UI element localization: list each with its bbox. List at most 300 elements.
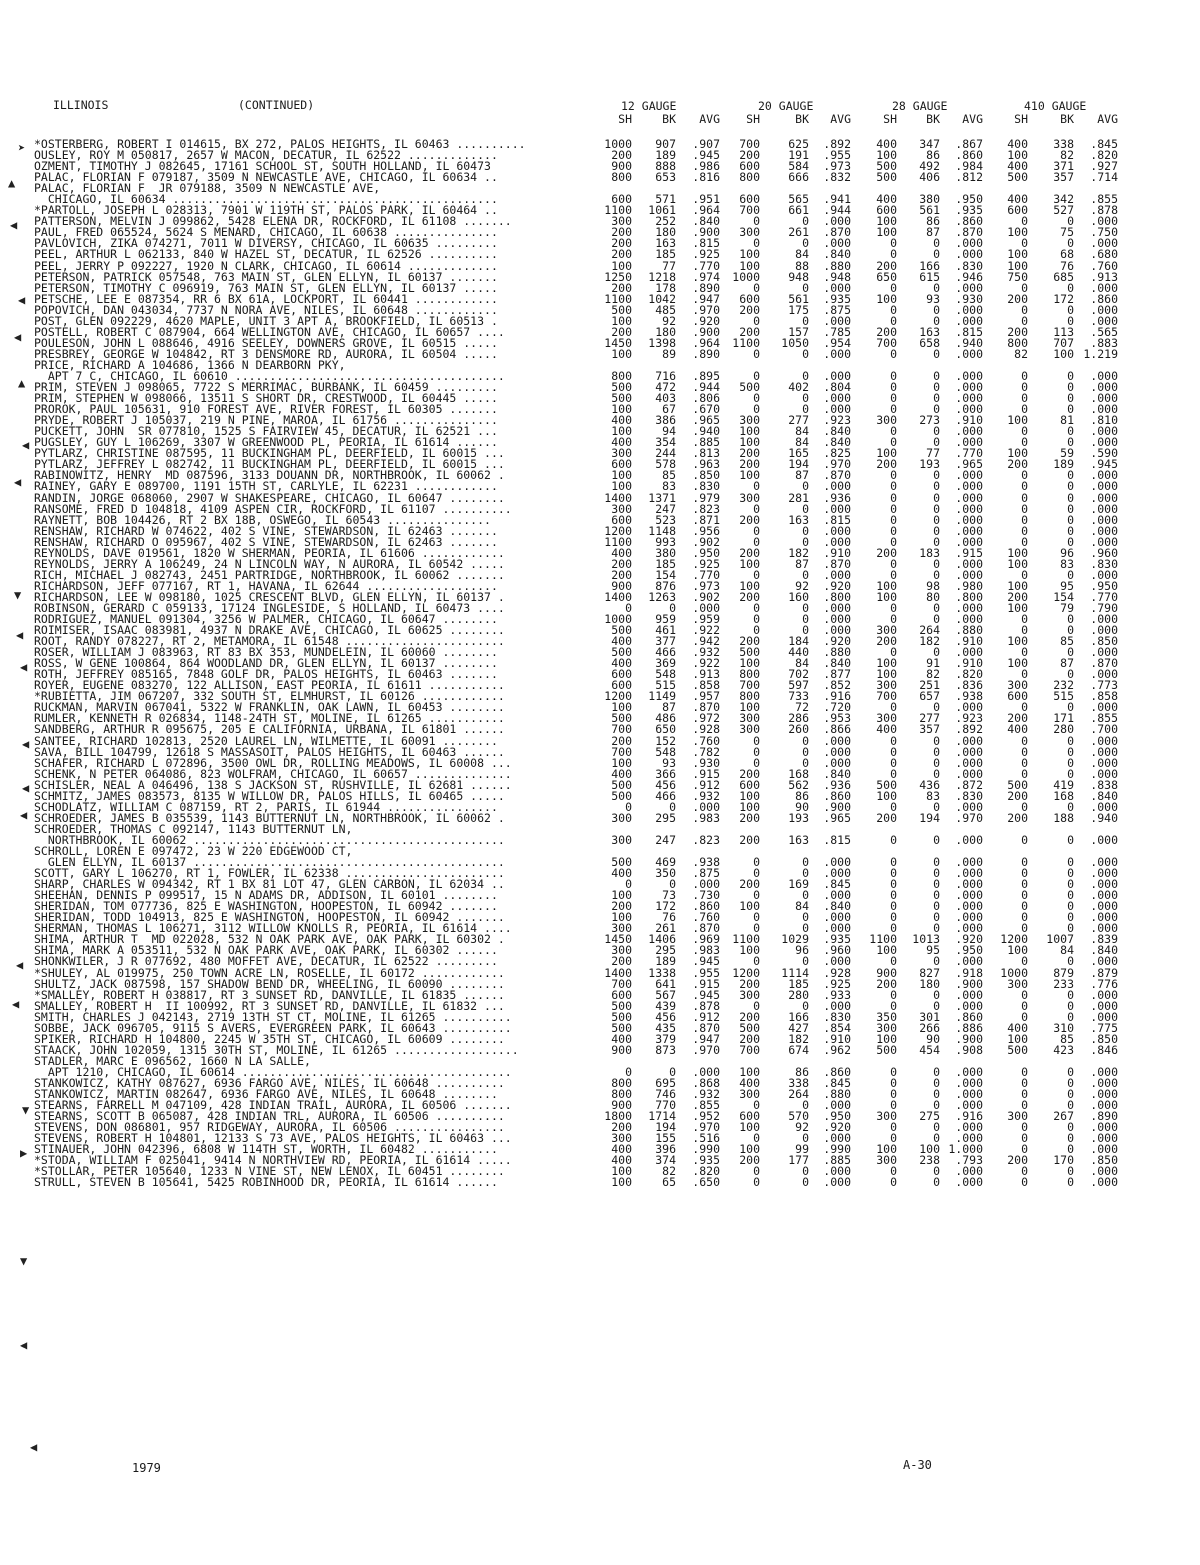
score-cell: .823 xyxy=(692,832,720,847)
score-cell: .000 xyxy=(1090,1009,1118,1024)
score-cell: 185 xyxy=(655,247,676,262)
score-cell: .868 xyxy=(692,1075,720,1090)
shooter-name-address: SHEEHAN, DENNIS P 099517, 15 N ADAMS DR, ADDISON, IL 60101 ........ xyxy=(34,890,498,902)
score-cell: 99 xyxy=(795,1142,809,1157)
score-cell: .000 xyxy=(823,523,851,538)
score-cell: 193 xyxy=(788,810,809,825)
score-cell: .000 xyxy=(955,468,983,483)
score-cell: 152 xyxy=(655,733,676,748)
score-cell: .872 xyxy=(955,777,983,792)
shooter-name-address: SCHMITZ, JAMES 083573, 8135 W WILLOW DR, PALOS HILLS, IL 60465 ..... xyxy=(34,790,505,802)
score-cell: 0 xyxy=(1021,899,1028,914)
score-cell: 0 xyxy=(802,346,809,361)
score-cell: 0 xyxy=(933,523,940,538)
score-cell: 0 xyxy=(753,214,760,229)
score-cell: 0 xyxy=(1067,313,1074,328)
score-cell: 0 xyxy=(933,501,940,516)
score-cell: 661 xyxy=(788,203,809,218)
score-cell: 500 xyxy=(611,380,632,395)
score-cell: 1263 xyxy=(648,589,676,604)
score-cell: 650 xyxy=(655,722,676,737)
score-cell: .965 xyxy=(692,413,720,428)
score-cell: 182 xyxy=(788,545,809,560)
score-cell: .890 xyxy=(692,346,720,361)
score-cell: .000 xyxy=(823,402,851,417)
score-cell: 0 xyxy=(669,877,676,892)
score-cell: 0 xyxy=(890,313,897,328)
score-cell: 400 xyxy=(1007,192,1028,207)
score-cell: 0 xyxy=(1067,302,1074,317)
score-cell: .928 xyxy=(692,722,720,737)
score-cell: 379 xyxy=(655,1031,676,1046)
score-cell: 0 xyxy=(933,832,940,847)
score-cell: 73 xyxy=(662,888,676,903)
score-cell: 879 xyxy=(1053,965,1074,980)
score-cell: .830 xyxy=(823,1009,851,1024)
score-cell: .860 xyxy=(823,788,851,803)
score-cell: .936 xyxy=(823,490,851,505)
score-cell: 1200 xyxy=(1000,932,1028,947)
shooter-name-address: PEEL, ARTHUR L 062133, 840 W HAZEL ST, DECATUR, IL 62526 .......... xyxy=(34,249,498,261)
score-cell: 247 xyxy=(655,832,676,847)
margin-mark: ▼ xyxy=(20,1254,28,1268)
score-cell: 200 xyxy=(611,899,632,914)
score-cell: 100 xyxy=(611,346,632,361)
score-cell: 232 xyxy=(1053,678,1074,693)
shooter-name-address: PETERSON, TIMOTHY C 096919, 763 MAIN ST, GLEN ELLYN, IL 60137 ..... xyxy=(34,282,498,294)
score-cell: 400 xyxy=(1007,722,1028,737)
score-cell: .000 xyxy=(823,368,851,383)
score-cell: 685 xyxy=(1053,269,1074,284)
score-cell: 0 xyxy=(802,501,809,516)
score-cell: 578 xyxy=(655,457,676,472)
column-header: BK xyxy=(926,112,940,126)
score-cell: 439 xyxy=(655,998,676,1013)
score-cell: 189 xyxy=(1053,457,1074,472)
score-cell: 168 xyxy=(788,766,809,781)
score-cell: 100 xyxy=(1053,346,1074,361)
score-cell: .950 xyxy=(1090,578,1118,593)
score-cell: .776 xyxy=(1090,976,1118,991)
shooter-name-address: SCHROEDER, JAMES B 035539, 1143 BUTTERNUT LN, NORTHBROOK, IL 60062 . xyxy=(34,812,505,824)
score-cell: 0 xyxy=(1021,954,1028,969)
score-cell: 0 xyxy=(933,998,940,1013)
score-cell: .866 xyxy=(823,722,851,737)
score-cell: .000 xyxy=(955,236,983,251)
score-cell: 0 xyxy=(890,236,897,251)
score-cell: 100 xyxy=(739,424,760,439)
shooter-name-address: RANSOME, FRED D 104818, 4109 ASPEN CIR, ROCKFORD, IL 61107 .......... xyxy=(34,503,512,515)
score-cell: 400 xyxy=(611,866,632,881)
score-cell: .000 xyxy=(955,1087,983,1102)
score-cell: .910 xyxy=(955,634,983,649)
score-cell: 396 xyxy=(655,1142,676,1157)
score-cell: 0 xyxy=(1067,799,1074,814)
score-cell: 76 xyxy=(1060,258,1074,273)
score-cell: 500 xyxy=(611,855,632,870)
score-cell: 400 xyxy=(611,766,632,781)
score-cell: .935 xyxy=(823,291,851,306)
shooter-name-address: *PARTOLL, JOSEPH L 028313, 7901 W 119TH ST, PALOS PARK, IL 60464 .. xyxy=(34,205,498,217)
score-cell: 200 xyxy=(739,877,760,892)
shooter-name-address: REYNOLDS, JERRY A 106249, 24 N LINCOLN WAY, N AURORA, IL 60542 ..... xyxy=(34,558,505,570)
score-cell: 0 xyxy=(802,391,809,406)
margin-mark: ◀ xyxy=(12,997,20,1011)
score-cell: .964 xyxy=(692,335,720,350)
score-cell: 0 xyxy=(1067,380,1074,395)
score-cell: .000 xyxy=(692,600,720,615)
score-cell: .000 xyxy=(955,402,983,417)
score-cell: .858 xyxy=(1090,689,1118,704)
score-cell: 0 xyxy=(753,888,760,903)
score-cell: 275 xyxy=(919,1109,940,1124)
score-cell: .860 xyxy=(1090,291,1118,306)
score-cell: 1400 xyxy=(604,490,632,505)
score-cell: .800 xyxy=(823,589,851,604)
score-cell: .000 xyxy=(955,567,983,582)
score-cell: .928 xyxy=(823,965,851,980)
score-cell: 0 xyxy=(753,910,760,925)
score-cell: .877 xyxy=(823,667,851,682)
score-cell: .760 xyxy=(692,733,720,748)
score-cell: 0 xyxy=(1067,877,1074,892)
score-cell: .000 xyxy=(955,866,983,881)
score-cell: 0 xyxy=(802,479,809,494)
score-cell: 300 xyxy=(876,623,897,638)
score-cell: 600 xyxy=(876,203,897,218)
score-cell: 100 xyxy=(1007,545,1028,560)
score-cell: 400 xyxy=(611,545,632,560)
score-cell: 264 xyxy=(788,1087,809,1102)
score-cell: 0 xyxy=(1067,954,1074,969)
score-cell: 900 xyxy=(611,1042,632,1057)
score-cell: 400 xyxy=(1007,1020,1028,1035)
score-cell: 653 xyxy=(655,170,676,185)
score-cell: .840 xyxy=(823,435,851,450)
score-cell: 0 xyxy=(1021,368,1028,383)
score-cell: .000 xyxy=(955,523,983,538)
score-cell: .942 xyxy=(692,634,720,649)
score-cell: .915 xyxy=(692,766,720,781)
score-cell: 200 xyxy=(1007,1153,1028,1168)
score-cell: .000 xyxy=(1090,832,1118,847)
column-header: SH xyxy=(883,112,897,126)
score-cell: 0 xyxy=(1021,667,1028,682)
score-cell: 200 xyxy=(611,225,632,240)
score-cell: 84 xyxy=(795,656,809,671)
score-cell: 0 xyxy=(890,391,897,406)
score-cell: .000 xyxy=(955,700,983,715)
score-cell: 600 xyxy=(739,291,760,306)
score-cell: 907 xyxy=(655,137,676,151)
score-cell: .932 xyxy=(692,645,720,660)
shooter-name-address: RABINOWITZ, HENRY MD 087596, 3133 DOUANN DR, NORTHBROOK, IL 60062 . xyxy=(34,470,505,482)
score-cell: 0 xyxy=(753,733,760,748)
score-cell: 266 xyxy=(919,1020,940,1035)
score-cell: .969 xyxy=(692,932,720,947)
score-cell: 0 xyxy=(890,987,897,1002)
score-cell: .890 xyxy=(692,280,720,295)
score-cell: 0 xyxy=(890,512,897,527)
score-cell: .823 xyxy=(692,501,720,516)
score-cell: .916 xyxy=(955,1109,983,1124)
score-cell: .846 xyxy=(1090,1042,1118,1057)
score-cell: 163 xyxy=(655,236,676,251)
score-cell: 561 xyxy=(919,203,940,218)
score-cell: 100 xyxy=(739,1142,760,1157)
score-cell: 200 xyxy=(739,148,760,163)
shooter-row xyxy=(34,810,1134,825)
score-cell: 0 xyxy=(1067,1142,1074,1157)
score-cell: 300 xyxy=(739,987,760,1002)
score-cell: 461 xyxy=(655,623,676,638)
score-cell: 948 xyxy=(788,269,809,284)
score-cell: .932 xyxy=(692,1087,720,1102)
score-cell: 185 xyxy=(788,976,809,991)
shooter-name-address: ROYER, EUGENE 083270, 122 ALLISON, EAST PEORIA, IL 61611 ........... xyxy=(34,680,505,692)
score-cell: 300 xyxy=(739,413,760,428)
score-cell: 827 xyxy=(919,965,940,980)
score-cell: 200 xyxy=(1007,324,1028,339)
score-cell: 0 xyxy=(890,866,897,881)
score-cell: 0 xyxy=(753,501,760,516)
score-cell: .516 xyxy=(692,1131,720,1146)
score-cell: 0 xyxy=(802,1175,809,1190)
score-cell: 100 xyxy=(876,225,897,240)
score-cell: 100 xyxy=(739,943,760,958)
score-cell: 180 xyxy=(655,324,676,339)
shooter-name-address: SANDBERG, ARTHUR R 095675, 205 E CALIFORNIA, URBANA, IL 61801 ...... xyxy=(34,724,505,736)
score-cell: .880 xyxy=(823,258,851,273)
score-cell: .000 xyxy=(955,954,983,969)
score-cell: 84 xyxy=(795,247,809,262)
score-cell: 0 xyxy=(753,921,760,936)
page-year: 1979 xyxy=(132,1461,161,1475)
score-cell: 100 xyxy=(876,148,897,163)
shooter-row xyxy=(34,1177,1134,1188)
score-cell: .000 xyxy=(955,380,983,395)
score-cell: .920 xyxy=(823,1120,851,1135)
gauge-410-heading: 410 GAUGE xyxy=(1024,99,1087,113)
score-cell: .000 xyxy=(955,910,983,925)
score-cell: .959 xyxy=(692,612,720,627)
score-cell: 0 xyxy=(753,236,760,251)
column-header: BK xyxy=(795,112,809,126)
score-cell: 371 xyxy=(1053,159,1074,174)
score-cell: .000 xyxy=(1090,380,1118,395)
score-cell: 77 xyxy=(662,258,676,273)
score-cell: 1050 xyxy=(781,335,809,350)
score-cell: 0 xyxy=(753,479,760,494)
score-cell: 81 xyxy=(1060,413,1074,428)
score-cell: .918 xyxy=(955,965,983,980)
score-cell: 0 xyxy=(753,998,760,1013)
score-cell: 0 xyxy=(753,623,760,638)
score-cell: .938 xyxy=(692,855,720,870)
margin-mark: ◀ xyxy=(22,781,30,795)
score-cell: 0 xyxy=(802,888,809,903)
score-cell: .770 xyxy=(692,567,720,582)
score-cell: 200 xyxy=(876,810,897,825)
score-cell: .000 xyxy=(955,755,983,770)
score-cell: 100 xyxy=(739,578,760,593)
score-cell: .590 xyxy=(1090,446,1118,461)
score-cell: 0 xyxy=(802,402,809,417)
shooter-name-address: SHERMAN, THOMAS L 106271, 3112 WILLOW KNOLLS R, PEORIA, IL 61614 .... xyxy=(34,923,512,935)
score-cell: 657 xyxy=(919,689,940,704)
score-cell: 380 xyxy=(655,545,676,560)
shooter-name-address: SHIMA, ARTHUR T MD 022028, 532 N OAK PARK AVE, OAK PARK, IL 60302 . xyxy=(34,934,505,946)
shooter-name-address: OZMENT, TIMOTHY J 082645, 17161 SCHOOL ST, SOUTH HOLLAND, IL 60473 xyxy=(34,161,491,173)
score-cell: 0 xyxy=(1067,766,1074,781)
score-cell: .970 xyxy=(692,1042,720,1057)
shooter-name-address: REYNOLDS, DAVE 019561, 1820 W SHERMAN, PEORIA, IL 61606 ............ xyxy=(34,547,505,559)
score-cell: .950 xyxy=(692,545,720,560)
shooter-name-address: SOBBE, JACK 096705, 9115 S AVERS, EVERGREEN PARK, IL 60643 .......... xyxy=(34,1022,512,1034)
score-cell: .920 xyxy=(692,313,720,328)
score-cell: .955 xyxy=(692,965,720,980)
score-cell: .565 xyxy=(1090,324,1118,339)
score-cell: 0 xyxy=(890,523,897,538)
score-cell: 200 xyxy=(739,976,760,991)
score-cell: .973 xyxy=(692,578,720,593)
shooter-name-address: ROSS, W GENE 100864, 864 WOODLAND DR, GLEN ELLYN, IL 60137 ........ xyxy=(34,658,498,670)
score-cell: 700 xyxy=(876,689,897,704)
score-cell: 600 xyxy=(1007,203,1028,218)
margin-mark: ▲ xyxy=(18,376,26,390)
score-cell: 900 xyxy=(611,1098,632,1113)
score-cell: 100 xyxy=(611,468,632,483)
score-cell: .670 xyxy=(692,402,720,417)
margin-mark: ◀ xyxy=(16,958,24,972)
score-cell: .838 xyxy=(1090,777,1118,792)
score-cell: 472 xyxy=(655,380,676,395)
score-cell: .900 xyxy=(955,976,983,991)
score-cell: .000 xyxy=(823,623,851,638)
score-cell: 0 xyxy=(802,998,809,1013)
score-cell: .650 xyxy=(692,1175,720,1190)
margin-mark: ◀ xyxy=(10,218,18,232)
score-cell: 194 xyxy=(788,457,809,472)
score-cell: 456 xyxy=(655,777,676,792)
score-cell: .000 xyxy=(823,1164,851,1179)
score-cell: .935 xyxy=(955,203,983,218)
score-cell: .983 xyxy=(692,810,720,825)
score-cell: .915 xyxy=(692,976,720,991)
score-cell: .000 xyxy=(1090,313,1118,328)
score-cell: 0 xyxy=(890,501,897,516)
score-cell: .000 xyxy=(692,799,720,814)
score-cell: .984 xyxy=(955,159,983,174)
score-cell: 400 xyxy=(739,1075,760,1090)
score-cell: 666 xyxy=(788,170,809,185)
score-cell: 92 xyxy=(662,313,676,328)
score-cell: .000 xyxy=(955,368,983,383)
score-cell: 0 xyxy=(802,214,809,229)
score-cell: 286 xyxy=(788,711,809,726)
score-cell: 0 xyxy=(1067,667,1074,682)
score-cell: 0 xyxy=(890,556,897,571)
score-cell: 400 xyxy=(876,722,897,737)
score-cell: .840 xyxy=(1090,943,1118,958)
score-cell: .000 xyxy=(955,490,983,505)
score-cell: 0 xyxy=(933,1075,940,1090)
shooter-name-address: OUSLEY, ROY M 050817, 2657 W MACON, DECATUR, IL 62522 ............. xyxy=(34,150,498,162)
score-cell: 746 xyxy=(655,1087,676,1102)
score-cell: 0 xyxy=(753,402,760,417)
score-cell: .945 xyxy=(692,954,720,969)
shooter-name-address: STRULL, STEVEN B 105641, 5425 ROBINHOOD DR, PEORIA, IL 61614 ...... xyxy=(34,1177,498,1189)
score-cell: 200 xyxy=(739,589,760,604)
score-cell: 193 xyxy=(919,457,940,472)
score-cell: .820 xyxy=(1090,148,1118,163)
score-cell: 0 xyxy=(802,733,809,748)
score-cell: 702 xyxy=(788,667,809,682)
score-cell: 350 xyxy=(876,1009,897,1024)
shooter-name-address: STEARNS, SCOTT B 065087, 428 INDIAN TRL, AURORA, IL 60506 .......... xyxy=(34,1111,505,1123)
score-cell: 695 xyxy=(655,1075,676,1090)
score-cell: .000 xyxy=(823,755,851,770)
score-cell: 0 xyxy=(802,1164,809,1179)
score-cell: 570 xyxy=(788,1109,809,1124)
score-cell: .000 xyxy=(1090,700,1118,715)
margin-mark: ▲ xyxy=(8,176,16,190)
score-cell: 0 xyxy=(933,700,940,715)
score-cell: 0 xyxy=(890,490,897,505)
score-cell: 0 xyxy=(1021,512,1028,527)
score-cell: 0 xyxy=(802,866,809,881)
score-cell: .000 xyxy=(1090,855,1118,870)
score-cell: 0 xyxy=(933,1120,940,1135)
score-cell: 100 xyxy=(739,788,760,803)
score-cell: 0 xyxy=(1021,987,1028,1002)
score-cell: .000 xyxy=(1090,921,1118,936)
score-cell: 600 xyxy=(611,667,632,682)
score-cell: .813 xyxy=(692,446,720,461)
score-cell: 100 xyxy=(1007,247,1028,262)
score-cell: .830 xyxy=(955,788,983,803)
score-cell: 170 xyxy=(1053,1153,1074,1168)
score-cell: 0 xyxy=(890,302,897,317)
score-cell: 100 xyxy=(739,556,760,571)
score-cell: 876 xyxy=(655,578,676,593)
shooter-name-address: SCHROEDER, THOMAS C 092147, 1143 BUTTERNUT LN, xyxy=(34,823,353,835)
score-cell: 800 xyxy=(611,368,632,383)
score-cell: .000 xyxy=(823,998,851,1013)
score-cell: .845 xyxy=(1090,137,1118,151)
shooter-name-address: SMITH, CHARLES J 042143, 2719 13TH ST CT, MOLINE, IL 61265 .......... xyxy=(34,1011,512,1023)
score-cell: 400 xyxy=(876,137,897,151)
score-cell: 82 xyxy=(1060,148,1074,163)
score-cell: .927 xyxy=(1090,159,1118,174)
score-cell: 873 xyxy=(655,1042,676,1057)
score-cell: 0 xyxy=(933,402,940,417)
score-cell: 82 xyxy=(662,1164,676,1179)
score-cell: 188 xyxy=(1053,810,1074,825)
score-cell: 1800 xyxy=(604,1109,632,1124)
score-cell: 0 xyxy=(890,600,897,615)
shooter-name-address: PYTLARZ, CHRISTINE 087595, 11 BUCKINGHAM PL, DEERFIELD, IL 60015 ... xyxy=(34,448,505,460)
score-cell: 0 xyxy=(1067,1120,1074,1135)
score-cell: .900 xyxy=(692,225,720,240)
score-cell: 100 xyxy=(611,1164,632,1179)
score-cell: .000 xyxy=(1090,479,1118,494)
score-cell: 300 xyxy=(611,501,632,516)
score-cell: 67 xyxy=(662,402,676,417)
score-cell: 90 xyxy=(795,799,809,814)
score-cell: 548 xyxy=(655,744,676,759)
score-cell: 0 xyxy=(1067,1064,1074,1079)
